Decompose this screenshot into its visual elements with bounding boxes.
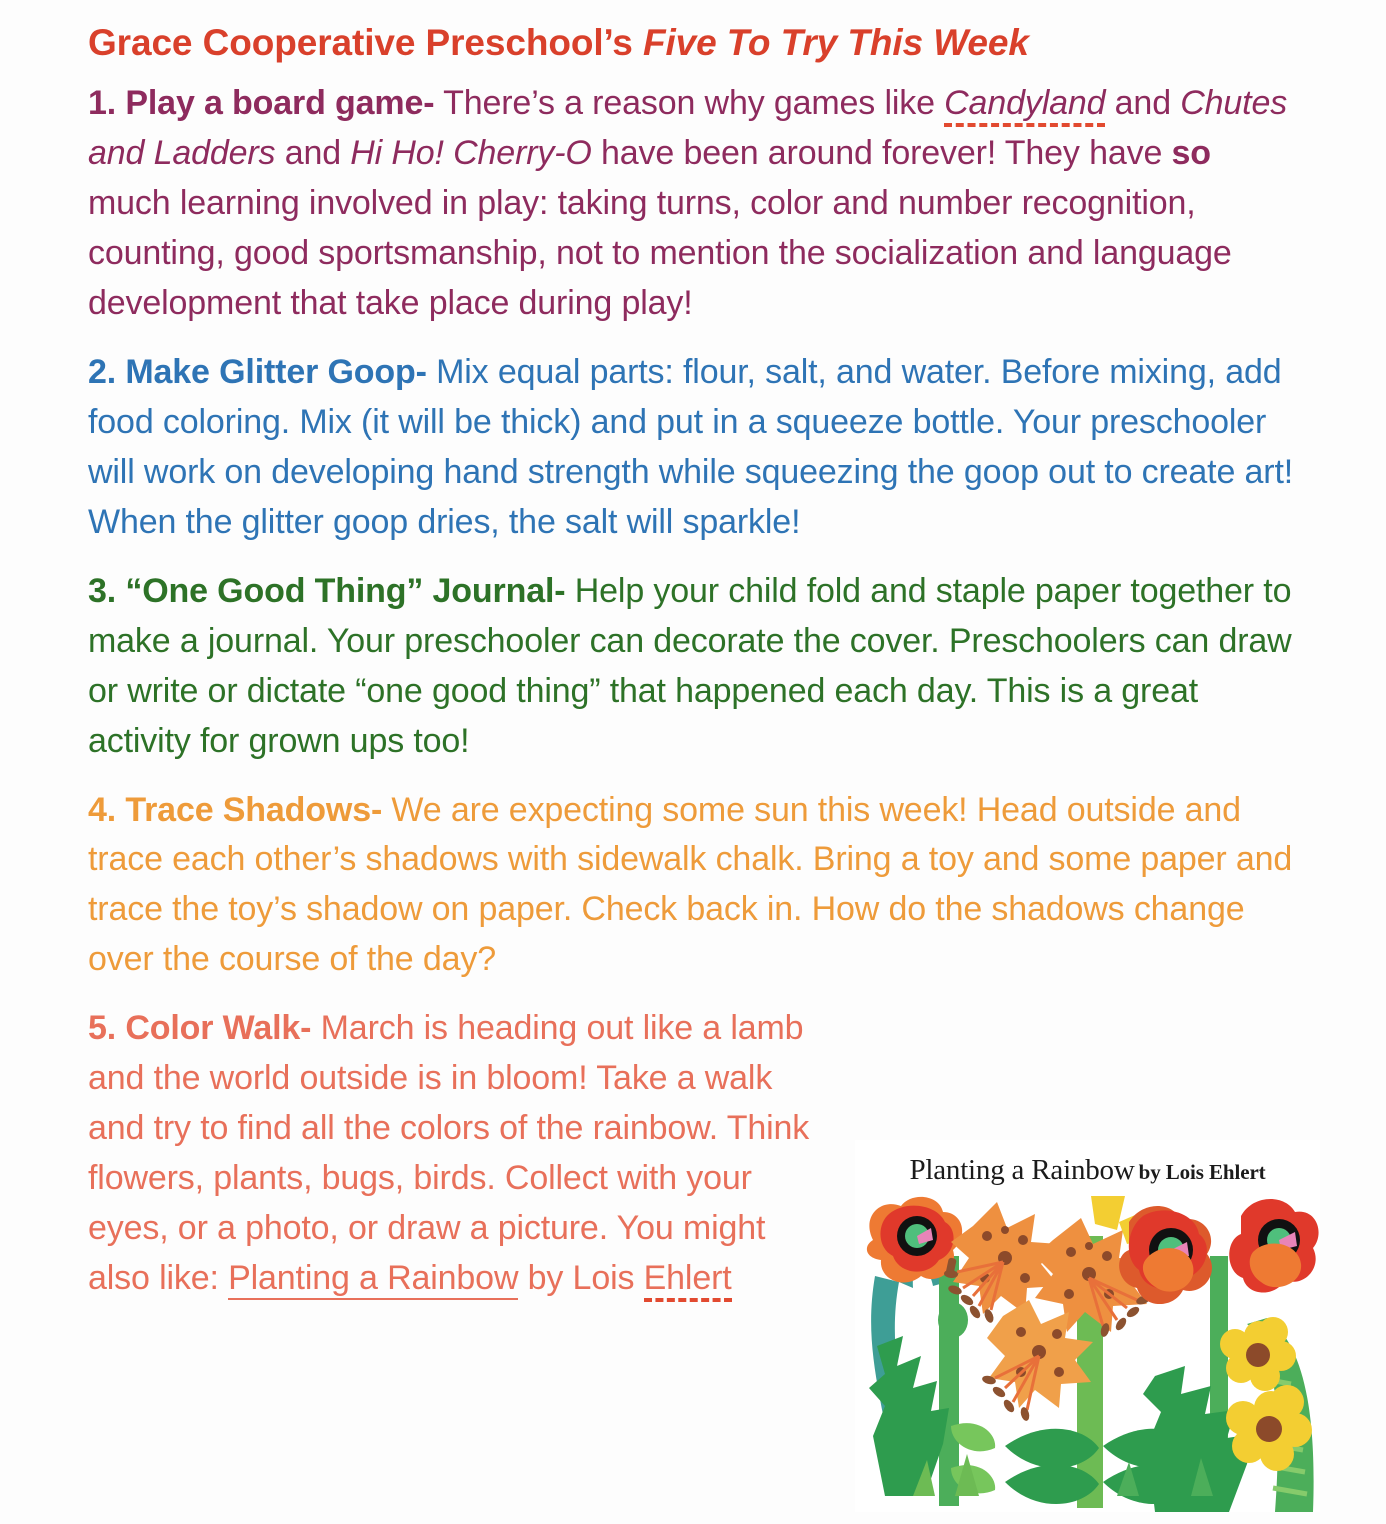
- tip-5-book-link[interactable]: Planting a Rainbow: [228, 1259, 518, 1300]
- tip-item-4: [88, 786, 1298, 986]
- tip-5-spellcheck-ehlert: Ehlert: [644, 1259, 732, 1302]
- tip-4-lead: Trace Shadows-: [116, 790, 383, 829]
- tip-1-body-mid1: and: [1105, 83, 1181, 122]
- tip-1-bold-so: so: [1171, 133, 1211, 172]
- tip-4-body: We are expecting some sun this week! Head outside and trace each other’s shadows with sidewalk chalk. Bring a toy and some paper and trace the toy’s shadow on paper. Check back in. How do the shadows change over the course of the day?: [88, 790, 1293, 979]
- tip-5-number: 5.: [88, 1009, 117, 1048]
- tip-2-lead: Make Glitter Goop-: [116, 352, 427, 391]
- tip-1-spellcheck-candyland: Candyland: [944, 84, 1105, 127]
- tip-5-column: [88, 1004, 828, 1304]
- book-cover-title-row: [855, 1154, 1320, 1187]
- page-title: [88, 22, 1298, 65]
- planting-a-rainbow-flower-illustration: [855, 1196, 1320, 1512]
- page-title-emphasis: Five To Try This Week: [642, 22, 1029, 63]
- tip-1-body-mid2: and: [275, 133, 351, 172]
- tip-3-number: 3.: [88, 571, 117, 610]
- tip-1-italic-hiho: Hi Ho! Cherry-O: [350, 133, 592, 172]
- book-cover-byline: by Lois Ehlert: [1138, 1160, 1266, 1184]
- tip-item-3: [88, 567, 1298, 767]
- book-cover-image: [855, 1140, 1320, 1512]
- tip-5-body: March is heading out like a lamb and the world outside is in bloom! Take a walk and try to find all the colors of the rainbow. Think flowers, plants, bugs, birds. Collect with your eyes, or a photo, or draw a picture. You might also like:: [88, 1009, 810, 1298]
- tip-2-body: Mix equal parts: flour, salt, and water. Before mixing, add food coloring. Mix (it will be thick) and put in a squeeze bottle. Your preschooler will work on developing hand strength while squeezing the goop out to create art! When the glitter goop dries, the salt will sparkle!: [88, 352, 1294, 541]
- tip-5-by-text: by Lois: [518, 1259, 644, 1298]
- page-title-plain: Grace Cooperative Preschool’s: [88, 22, 643, 63]
- tip-2-number: 2.: [88, 352, 117, 391]
- tip-item-5: [88, 1004, 828, 1304]
- tip-item-1: [88, 79, 1298, 329]
- tip-5-lead: Color Walk-: [116, 1009, 312, 1048]
- tip-3-body: Help your child fold and staple paper together to make a journal. Your preschooler can decorate the cover. Preschoolers can draw or write or dictate “one good thing” that happened each day. This is a great activity for grown ups too!: [88, 571, 1292, 760]
- book-cover-title: Planting a Rainbow: [909, 1154, 1135, 1186]
- tip-1-body-end: much learning involved in play: taking turns, color and number recognition, counting, good sportsmanship, not to mention the socialization and language development that take place during play!: [88, 183, 1232, 322]
- tip-1-body-start: There’s a reason why games like: [434, 83, 945, 122]
- tip-4-number: 4.: [88, 790, 117, 829]
- tip-1-italic-chutes: Chutes and Ladders: [88, 83, 1288, 172]
- tip-1-number: 1.: [88, 83, 117, 122]
- tip-item-2: [88, 348, 1298, 548]
- tip-3-lead: “One Good Thing” Journal-: [116, 571, 566, 610]
- tip-1-lead: Play a board game-: [116, 83, 435, 122]
- tip-1-body-mid3: have been around forever! They have: [591, 133, 1172, 172]
